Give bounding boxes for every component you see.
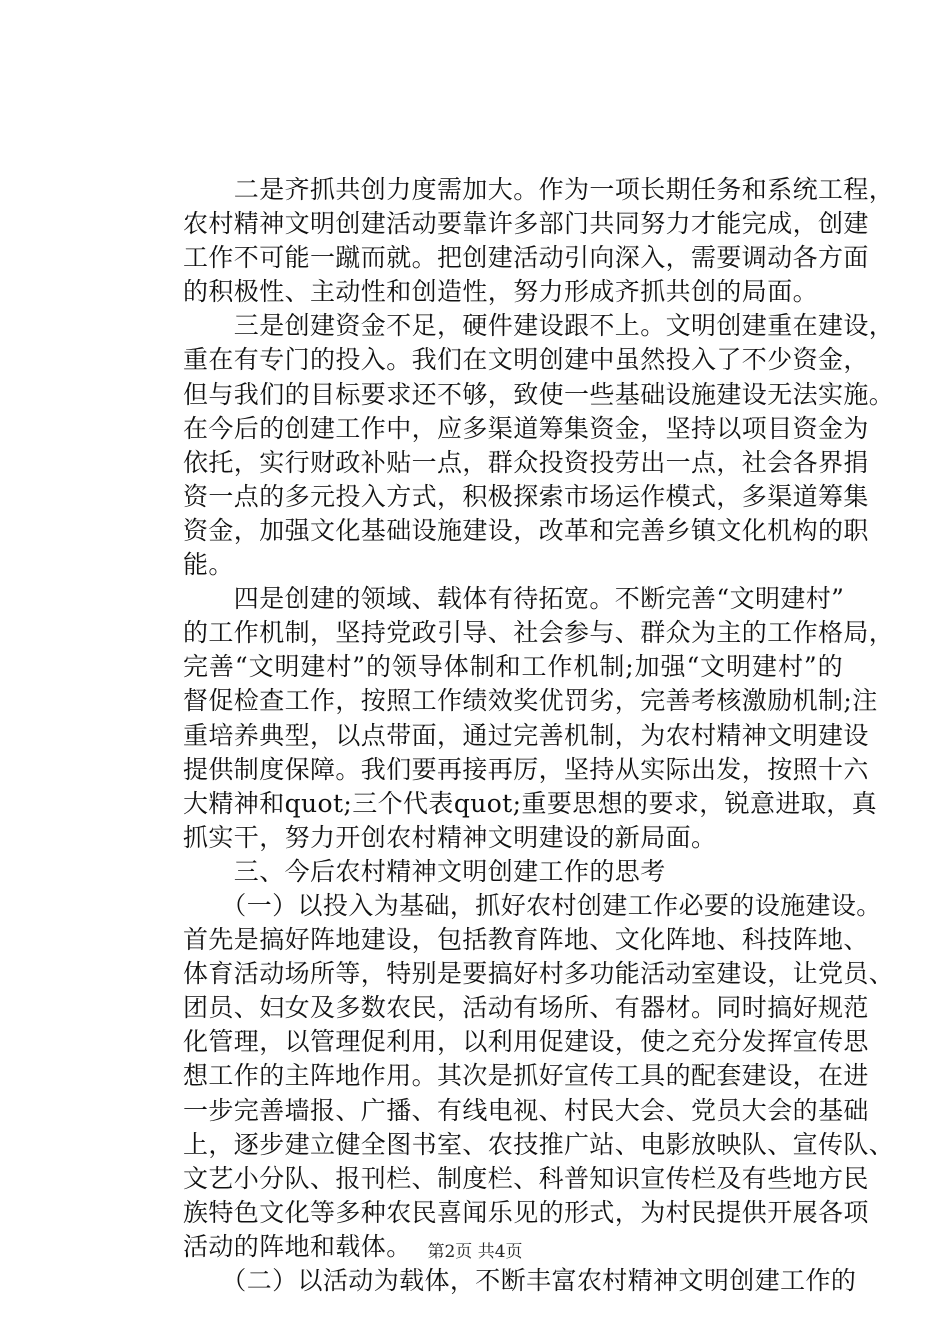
text-line: 三是创建资金不足，硬件建设跟不上。文明创建重在建设，	[183, 311, 895, 341]
text-line: 完善“文明建村”的领导体制和工作机制;加强“文明建村”的	[183, 652, 843, 682]
text-line: 的积极性、主动性和创造性，努力形成齐抓共创的局面。	[183, 277, 819, 307]
text-line: 抓实干，努力开创农村精神文明建设的新局面。	[183, 822, 717, 852]
text-line: 工作不可能一蹴而就。把创建活动引向深入，需要调动各方面	[183, 243, 869, 273]
text-line: 督促检查工作，按照工作绩效奖优罚劣，完善考核激励机制;注	[183, 686, 878, 716]
text-line: 团员、妇女及多数农民，活动有场所、有器材。同时搞好规范	[183, 993, 869, 1023]
text-line: 体育活动场所等，特别是要搞好村多功能活动室建设，让党员、	[183, 959, 895, 989]
text-line: （一）以投入为基础，抓好农村创建工作必要的设施建设。	[183, 890, 882, 920]
text-line: 提供制度保障。我们要再接再厉，坚持从实际出发，按照十六	[183, 754, 869, 784]
text-line: 族特色文化等多种农民喜闻乐见的形式，为村民提供开展各项	[183, 1197, 869, 1227]
text-line: 三、今后农村精神文明创建工作的思考	[183, 856, 666, 886]
text-line: 上，逐步建立健全图书室、农技推广站、电影放映队、宣传队、	[183, 1129, 895, 1159]
text-line: 大精神和quot;三个代表quot;重要思想的要求，锐意进取，真	[183, 788, 878, 818]
text-line: 资一点的多元投入方式，积极探索市场运作模式，多渠道筹集	[183, 481, 869, 511]
text-line: 一步完善墙报、广播、有线电视、村民大会、党员大会的基础	[183, 1095, 869, 1125]
text-line: 的工作机制，坚持党政引导、社会参与、群众为主的工作格局，	[183, 618, 895, 648]
text-line: 农村精神文明创建活动要靠许多部门共同努力才能完成，创建	[183, 209, 869, 239]
text-line: 四是创建的领域、载体有待拓宽。不断完善“文明建村”	[183, 584, 845, 614]
text-line: 依托，实行财政补贴一点，群众投资投劳出一点，社会各界捐	[183, 447, 869, 477]
document-body	[183, 173, 895, 1298]
text-line: 重培养典型，以点带面，通过完善机制，为农村精神文明建设	[183, 720, 869, 750]
text-line: 化管理，以管理促利用，以利用促建设，使之充分发挥宣传思	[183, 1027, 869, 1057]
text-line: 首先是搞好阵地建设，包括教育阵地、文化阵地、科技阵地、	[183, 925, 869, 955]
text-line: 二是齐抓共创力度需加大。作为一项长期任务和系统工程，	[183, 175, 895, 204]
text-line: 活动的阵地和载体。	[183, 1231, 412, 1261]
text-line: （二）以活动为载体，不断丰富农村精神文明创建工作的	[183, 1266, 857, 1295]
text-line: 但与我们的目标要求还不够，致使一些基础设施建设无法实施。	[183, 379, 895, 409]
text-line: 文艺小分队、报刊栏、制度栏、科普知识宣传栏及有些地方民	[183, 1163, 869, 1193]
page-footer: 第2页 共4页	[427, 1242, 523, 1262]
text-line: 想工作的主阵地作用。其次是抓好宣传工具的配套建设，在进	[183, 1061, 869, 1091]
text-line: 重在有专门的投入。我们在文明创建中虽然投入了不少资金，	[183, 345, 869, 375]
text-line: 在今后的创建工作中，应多渠道筹集资金，坚持以项目资金为	[183, 413, 869, 443]
text-line: 资金，加强文化基础设施建设，改革和完善乡镇文化机构的职	[183, 515, 869, 545]
text-line: 能。	[183, 550, 234, 580]
